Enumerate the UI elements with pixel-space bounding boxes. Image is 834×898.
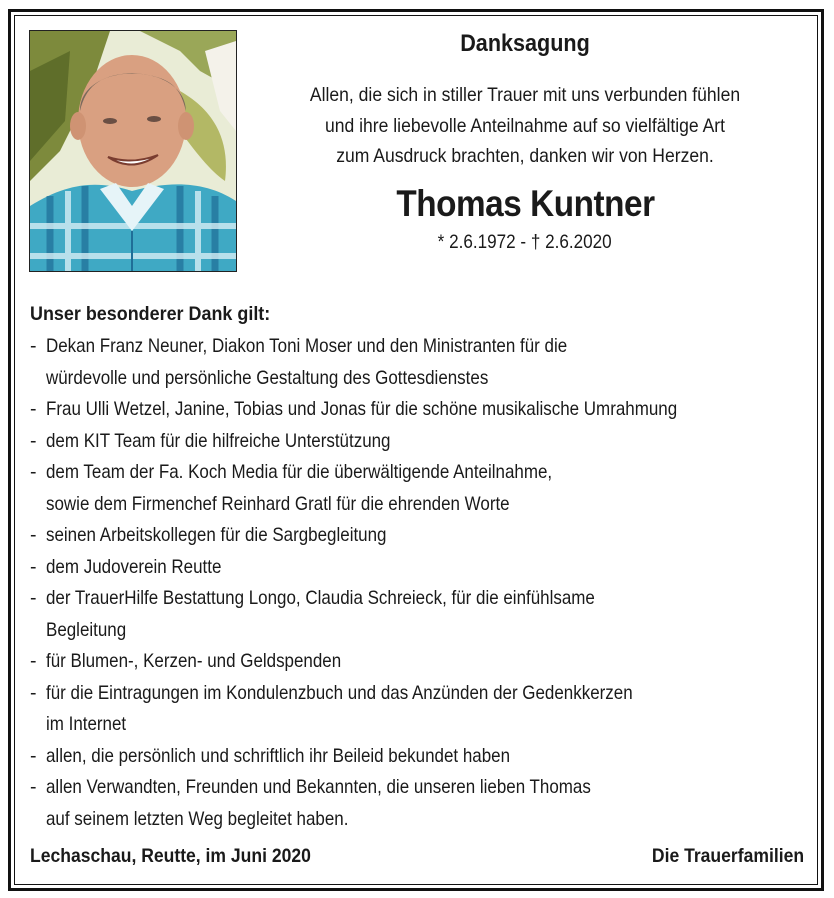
bullet-dash: -: [30, 461, 37, 483]
list-item: [30, 426, 810, 458]
bullet-dash: -: [30, 524, 37, 546]
list-item-line: im Internet: [46, 713, 127, 735]
thanks-heading: Unser besonderer Dank gilt:: [30, 303, 271, 325]
list-item: [30, 646, 810, 678]
intro-line-text: und ihre liebevolle Anteilnahme auf so vielfältige Art: [324, 114, 725, 137]
list-item-line: dem Judoverein Reutte: [46, 555, 222, 578]
bullet-dash: -: [30, 681, 37, 704]
bullet-dash: -: [30, 335, 37, 357]
bullet-dash: -: [30, 744, 37, 767]
signature: Die Trauerfamilien: [651, 845, 804, 867]
list-item-line: Dekan Franz Neuner, Diakon Toni Moser und den Ministranten für die: [46, 335, 568, 357]
list-item-line: auf seinem letzten Weg begleitet haben.: [46, 807, 349, 830]
list-item-line: dem Team der Fa. Koch Media für die überwältigende Anteilnahme,: [46, 461, 553, 483]
place-date: Lechaschau, Reutte, im Juni 2020: [30, 845, 311, 867]
deceased-name: [240, 183, 810, 225]
thanks-list: [30, 331, 810, 835]
list-item: [30, 520, 810, 552]
list-item-line: Begleitung: [46, 618, 127, 641]
list-item-line: würdevolle und persönliche Gestaltung des Gottesdienstes: [46, 366, 489, 389]
bullet-dash: -: [30, 587, 37, 609]
intro-line-text: Allen, die sich in stiller Trauer mit uns verbunden fühlen: [309, 84, 741, 106]
list-item: [30, 457, 810, 520]
list-item-line: allen, die persönlich und schriftlich ihr Beileid bekundet haben: [46, 744, 511, 767]
intro-line: [240, 80, 810, 111]
bullet-dash: -: [30, 555, 37, 578]
intro-line: [240, 111, 810, 142]
thanks-section: [30, 300, 810, 835]
portrait-icon: [30, 31, 236, 271]
list-item: [30, 678, 810, 741]
bullet-dash: -: [30, 398, 37, 420]
list-item-line: dem KIT Team für die hilfreiche Unterstützung: [46, 429, 391, 452]
list-item-line: für die Eintragungen im Kondulenzbuch und das Anzünden der Gedenkkerzen: [46, 681, 633, 704]
intro-line: [240, 141, 810, 172]
life-dates: [240, 232, 810, 254]
list-item-line: Frau Ulli Wetzel, Janine, Tobias und Jonas für die schöne musikalische Umrahmung: [46, 398, 678, 420]
list-item: [30, 394, 810, 426]
bullet-dash: -: [30, 650, 37, 672]
list-item-line: sowie dem Firmenchef Reinhard Gratl für die ehrenden Worte: [46, 492, 510, 515]
list-item-line: seinen Arbeitskollegen für die Sargbegleitung: [46, 524, 387, 546]
name-text: Thomas Kuntner: [395, 183, 655, 224]
list-item: [30, 552, 810, 584]
list-item: [30, 331, 810, 394]
intro-line-text: zum Ausdruck brachten, danken wir von Herzen.: [336, 145, 714, 167]
page-title: [240, 30, 810, 58]
list-item: [30, 741, 810, 773]
list-item-line: der TrauerHilfe Bestattung Longo, Claudia Schreieck, für die einfühlsame: [46, 587, 595, 609]
dates-text: * 2.6.1972 - † 2.6.2020: [437, 232, 612, 253]
list-item-line: für Blumen-, Kerzen- und Geldspenden: [46, 650, 342, 672]
intro-text: [240, 80, 810, 172]
list-item: [30, 772, 810, 835]
bullet-dash: -: [30, 429, 37, 452]
bullet-dash: -: [30, 776, 37, 798]
list-item: [30, 583, 810, 646]
portrait-photo: [29, 30, 237, 272]
list-item-line: allen Verwandten, Freunden und Bekannten, die unseren lieben Thomas: [46, 776, 591, 798]
title-text: Danksagung: [460, 30, 590, 57]
